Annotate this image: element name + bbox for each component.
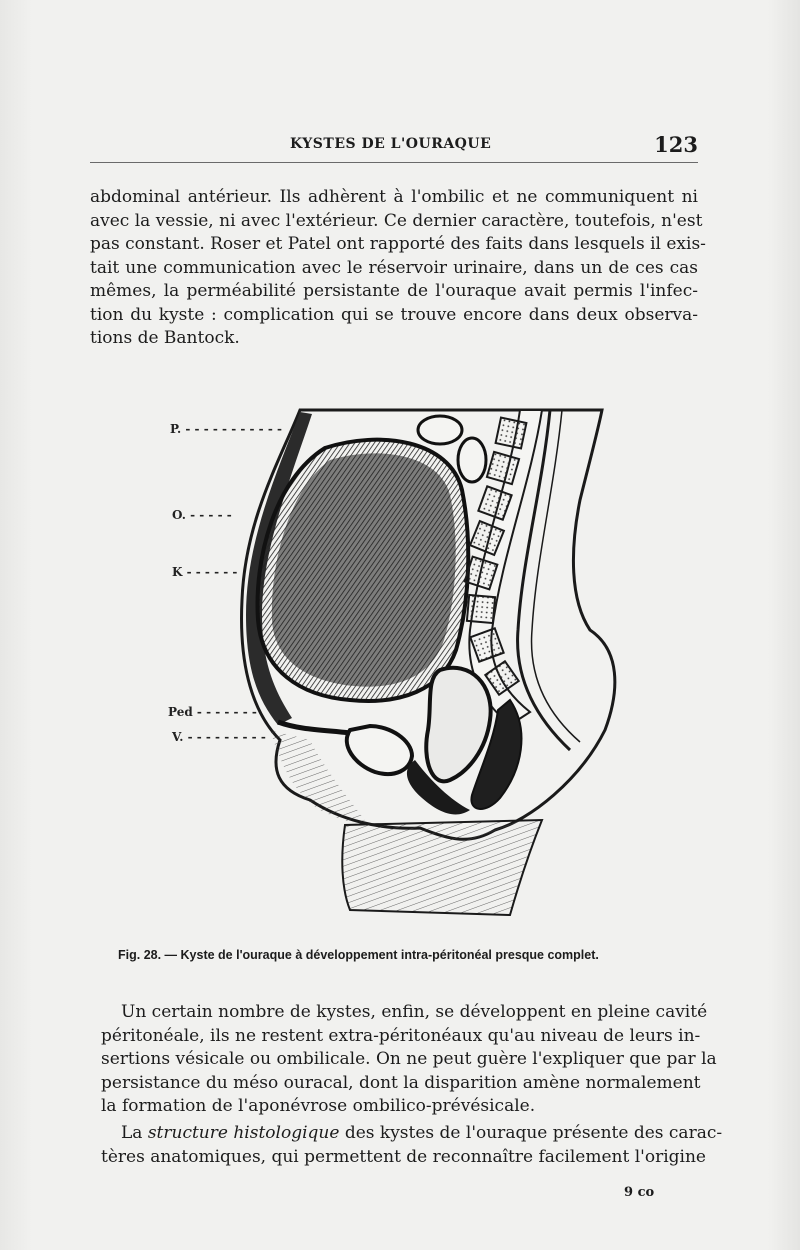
italic-term: structure histologique: [147, 1123, 340, 1143]
text-line: Un certain nombre de kystes, enfin, se développent en pleine cavité: [121, 1002, 708, 1022]
label-k-text: K: [172, 565, 183, 579]
text-line: tait une communication avec le réservoir urinaire, dans un de ces cas: [90, 257, 698, 278]
label-ped: Ped - - - - - - -: [168, 705, 257, 719]
running-title: KYSTES DE L'OURAQUE: [290, 136, 492, 152]
paragraph-3: [101, 1122, 723, 1169]
text-line: avec la vessie, ni avec l'extérieur. Ce dernier caractère, toutefois, n'est: [90, 210, 703, 231]
text-line: [101, 1122, 723, 1146]
signature-mark: 9 co: [624, 1185, 655, 1200]
paragraph-1: [90, 186, 706, 351]
anatomical-figure: [150, 400, 630, 940]
page-number: 123: [654, 132, 698, 157]
text-line: tion du kyste : complication qui se trouve encore dans deux observa-: [90, 304, 698, 325]
label-ped-text: Ped: [168, 705, 193, 719]
label-p-text: P.: [170, 422, 182, 436]
text-line: tions de Bantock.: [90, 328, 240, 348]
text-line: abdominal antérieur. Ils adhèrent à l'ombilic et ne communiquent ni: [90, 187, 698, 207]
page-header: [90, 132, 698, 162]
label-v: V. - - - - - - - - -: [172, 730, 266, 744]
label-k: K - - - - - -: [172, 565, 238, 579]
label-p: P. - - - - - - - - - - -: [170, 422, 282, 436]
text-line: tères anatomiques, qui permettent de reconnaître facilement l'origine: [101, 1146, 706, 1167]
text-line: mêmes, la perméabilité persistante de l'ouraque avait permis l'infec-: [90, 281, 698, 301]
text-line: persistance du méso ouracal, dont la disparition amène normalement: [101, 1072, 701, 1093]
label-o: O. - - - - -: [172, 508, 232, 522]
text-run: des kystes de l'ouraque présente des carac-: [339, 1123, 723, 1143]
pelvis-section-illustration: [150, 400, 630, 940]
paragraph-2: [101, 1001, 717, 1119]
header-rule: [90, 162, 698, 163]
text-line: pas constant. Roser et Patel ont rapporté des faits dans lesquels il exis-: [90, 234, 706, 254]
label-v-text: V.: [172, 730, 184, 744]
label-o-text: O.: [172, 508, 186, 522]
text-line: la formation de l'aponévrose ombilico-prévésicale.: [101, 1096, 536, 1116]
text-line: péritonéale, ils ne restent extra-péritonéaux qu'au niveau de leurs in-: [101, 1025, 701, 1046]
text-run: La: [121, 1123, 148, 1143]
text-line: sertions vésicale ou ombilicale. On ne peut guère l'expliquer que par la: [101, 1049, 717, 1069]
figure-caption: Fig. 28. — Kyste de l'ouraque à développement intra-péritonéal presque complet.: [118, 948, 599, 962]
thigh: [342, 820, 542, 915]
